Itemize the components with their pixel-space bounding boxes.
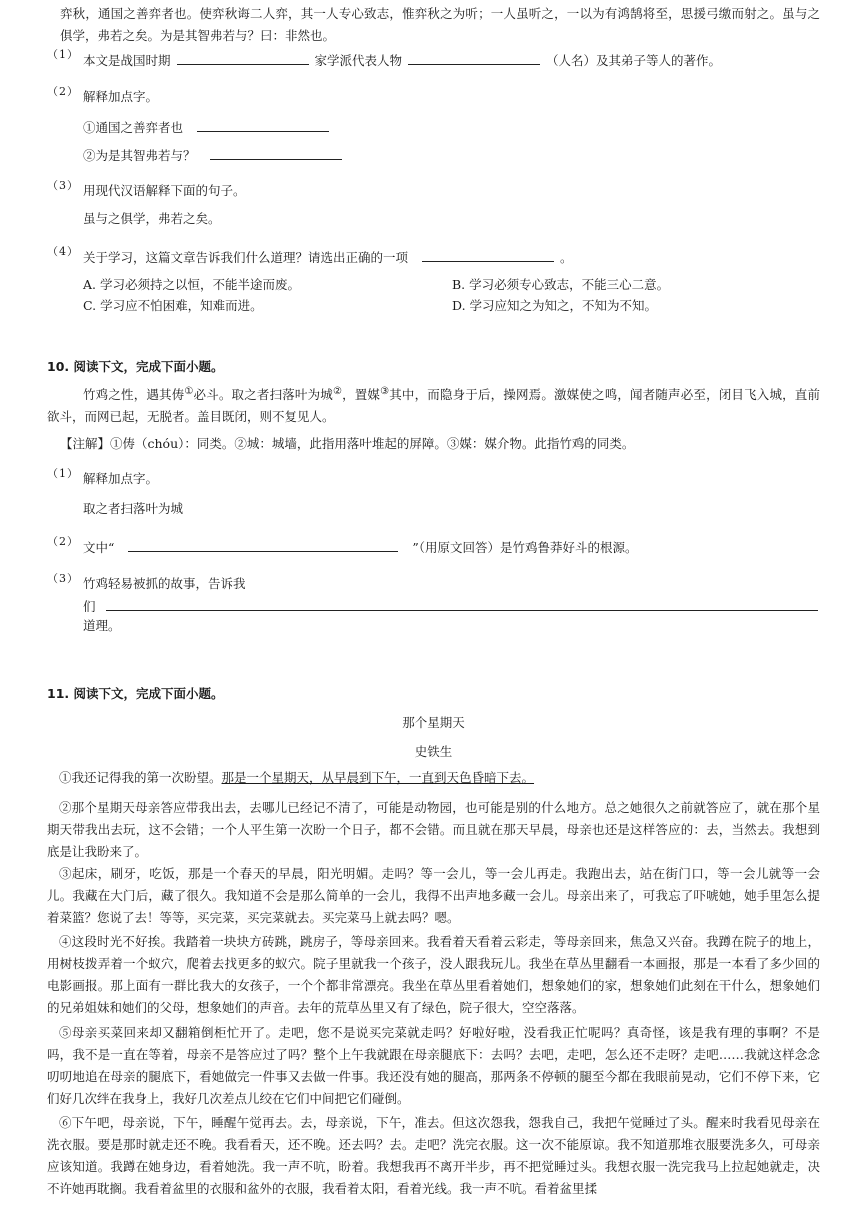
question-10-2: 文中“ ”（用原文回答）是竹鸡鲁莽好斗的根源。 bbox=[83, 537, 638, 558]
article-author: 史铁生 bbox=[414, 744, 453, 759]
question-number: （2） bbox=[47, 535, 79, 548]
section-10-passage: 竹鸡之性，遇其俦①必斗。取之者扫落叶为城②，置媒③其中，而隐身于后，操网焉。激媒使之鸣，闻者随声必至，闭目飞入城，直前欲斗，而网已起，无脱者。盖目既闭，则不复见人。 bbox=[47, 386, 820, 425]
paragraph-6: ⑥下午吧，母亲说，下午，睡醒午觉再去。去，母亲说，下午，准去。但这次怨我，怨我自己，我把午觉睡过了头。醒来时我看见母亲在洗衣服。要是那时就走还不晚。我看看天，还不晚。还去吗？去。走吧？洗完衣服。这一次不能原谅。我不知道那堆衣服要洗多久，可母亲应该知道。我蹲在她身边，看着她洗。我一声不吭，盼着。我想我再不离开半步，再不把觉睡过头。我想衣服一洗完我马上拉起她就走，决不许她再耽搁。我看着盆里的衣服和盆外的衣服，我看着太阳，看着光线。我一声不吭。看着盆里揉 bbox=[47, 1115, 820, 1196]
question-9-1: 本文是战国时期 家学派代表人物 （人名）及其弟子等人的著作。 bbox=[83, 50, 721, 71]
paragraph-3: ③起床，刷牙，吃饭，那是一个春天的早晨，阳光明媚。走吗？等一会儿，等一会儿再走。我跑出去，站在街门口，等一会儿就等一会儿。我藏在大门后，藏了很久。我知道不会是那么简单的一会儿，我得不出声地多藏一会儿。母亲出来了，可我忘了吓唬她，她手里怎么提着菜篮？您说了去！等等，买完菜，买完菜就去。买完菜马上就去吗？嗯。 bbox=[47, 866, 820, 925]
answer-blank[interactable] bbox=[210, 145, 342, 160]
answer-blank[interactable] bbox=[177, 50, 309, 65]
question-9-2-item-1: ①通国之善弈者也 bbox=[83, 117, 335, 138]
answer-blank[interactable] bbox=[197, 117, 329, 132]
question-number: （4） bbox=[47, 245, 79, 258]
question-9-2-item-2: ②为是其智弗若与？ bbox=[83, 145, 348, 166]
paragraph-2: ②那个星期天母亲答应带我出去，去哪儿已经记不清了，可能是动物园，也可能是别的什么地方。总之她很久之前就答应了，就在那个星期天带我出去玩，这不会错；一个人平生第一次盼一个日子，都不会错。而且就在那天早晨，母亲也还是这样答应的：去，当然去。我想到底是让我盼来了。 bbox=[47, 800, 820, 859]
section-11-heading: 11. 阅读下文，完成下面小题。 bbox=[47, 686, 224, 701]
paragraph-5: ⑤母亲买菜回来却又翻箱倒柜忙开了。走吧，您不是说买完菜就走吗？好啦好啦，没看我正忙呢吗？真奇怪，该是我有理的事啊？不是吗，我不是一直在等着，母亲不是答应过了吗？整个上午我就跟在母亲腿底下：去吗？去吧，走吧，怎么还不走呀？走吧……我就这样念念叨叨地追在母亲的腿底下，看她做完一件事又去做一件事。我还没有她的腿高，那两条不停顿的腿至今都在我眼前晃动，它们不停下来，它们好几次绊在我身上，我好几次差点儿绞在它们中间把它们碰倒。 bbox=[47, 1025, 820, 1106]
answer-blank[interactable] bbox=[422, 247, 554, 262]
section-10-note: 【注解】①俦（chóu）：同类。②城：城墙，此指用落叶堆起的屏障。③媒：媒介物。此指竹鸡的同类。 bbox=[60, 436, 635, 451]
answer-blank[interactable] bbox=[408, 50, 540, 65]
question-10-1-item: 取之者扫落叶为城 bbox=[83, 501, 184, 516]
question-10-3-line-2: 们 bbox=[83, 596, 824, 617]
answer-blank[interactable] bbox=[128, 537, 398, 552]
question-number: （1） bbox=[47, 48, 79, 61]
question-9-4-prompt: 关于学习，这篇文章告诉我们什么道理？请选出正确的一项 。 bbox=[83, 247, 573, 268]
question-number: （1） bbox=[47, 467, 79, 480]
question-9-3-prompt: 用现代汉语解释下面的句子。 bbox=[83, 183, 246, 198]
article-title: 那个星期天 bbox=[402, 715, 465, 730]
option-a[interactable]: A. 学习必须持之以恒，不能半途而废。 bbox=[83, 277, 300, 292]
question-number: （3） bbox=[47, 572, 79, 585]
section-10-heading: 10. 阅读下文，完成下面小题。 bbox=[47, 359, 224, 374]
answer-blank[interactable] bbox=[106, 596, 818, 611]
question-10-1-prompt: 解释加点字。 bbox=[83, 471, 159, 486]
question-number: （3） bbox=[47, 179, 79, 192]
paragraph-4: ④这段时光不好挨。我踏着一块块方砖跳，跳房子，等母亲回来。我看着天看着云彩走，等母亲回来，焦急又兴奋。我蹲在院子的地上，用树枝拨弄着一个蚁穴，爬着去找更多的蚁穴。院子里就我一个孩子，没人跟我玩儿。我坐在草丛里翻看一本画报，那是一本看了多少回的电影画报。那上面有一群比我大的女孩子，一个个都非常漂亮。我坐在草丛里看着她们，想象她们的家，想象她们此刻在干什么，想象她们的兄弟姐妹和她们的父母，想象她们的声音。去年的荒草丛里又有了绿色，院子很大，空空落落。 bbox=[47, 934, 820, 1015]
question-10-3-line-3: 道理。 bbox=[83, 618, 121, 633]
option-b[interactable]: B. 学习必须专心致志，不能三心二意。 bbox=[452, 277, 670, 292]
question-9-2-prompt: 解释加点字。 bbox=[83, 89, 159, 104]
option-c[interactable]: C. 学习应不怕困难，知难而进。 bbox=[83, 298, 263, 313]
question-number: （2） bbox=[47, 85, 79, 98]
passage-9-text: 弈秋，通国之善弈者也。使弈秋诲二人弈，其一人专心致志，惟弈秋之为听；一人虽听之，一以为有鸿鹄将至，思援弓缴而射之。虽与之俱学，弗若之矣。为是其智弗若与？曰：非然也。 bbox=[60, 6, 820, 43]
option-d[interactable]: D. 学习应知之为知之，不知为不知。 bbox=[452, 298, 658, 313]
question-9-3-sentence: 虽与之俱学，弗若之矣。 bbox=[83, 211, 221, 226]
question-10-3-line-1: 竹鸡轻易被抓的故事，告诉我 bbox=[83, 576, 246, 591]
paragraph-1: ①我还记得我的第一次盼望。那是一个星期天，从早晨到下午，一直到天色昏暗下去。 bbox=[59, 770, 535, 785]
